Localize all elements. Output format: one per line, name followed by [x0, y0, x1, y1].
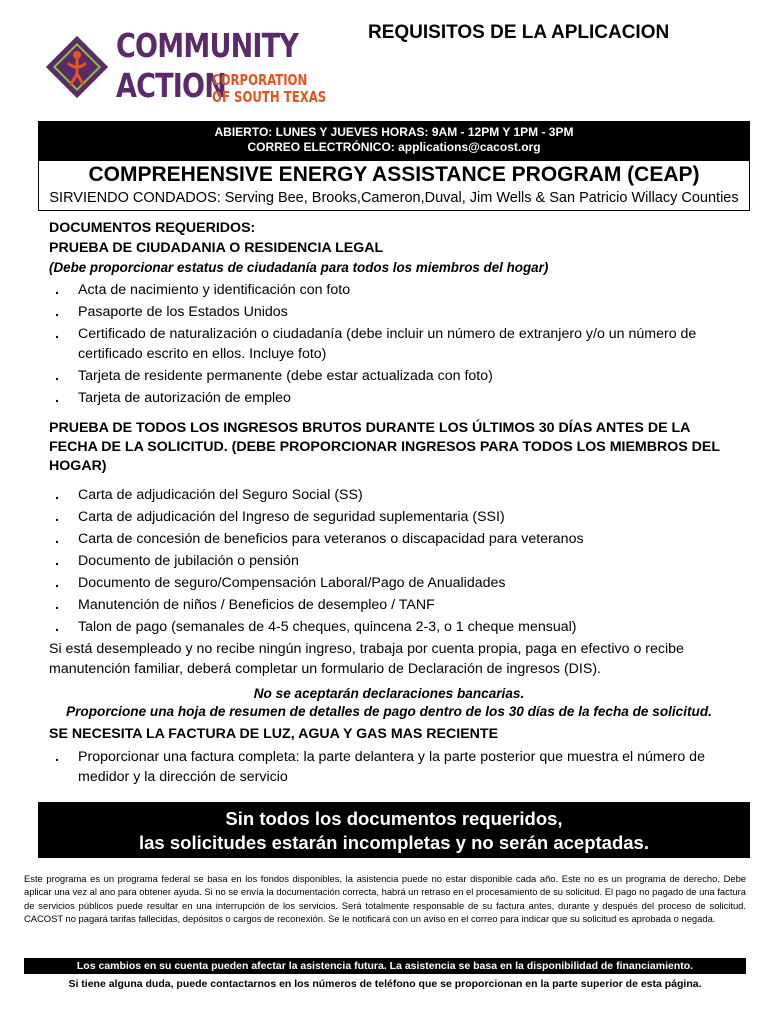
bullet-icon: .	[55, 553, 59, 569]
incomplete-application-warning	[38, 802, 750, 858]
logo-text-south-texas: OF SOUTH TEXAS	[212, 88, 327, 106]
office-hours-banner	[38, 121, 750, 161]
warning-line-1: Sin todos los documentos requeridos,	[225, 808, 563, 829]
list-item-text: Proporcionar una factura completa: la parte delantera y la parte posterior que muestra el número de medidor y la dirección de servicio	[78, 749, 705, 785]
list-item-text: Documento de seguro/Compensación Laboral/Pago de Anualidades	[78, 575, 506, 591]
list-item-text: Carta de concesión de beneficios para veteranos o discapacidad para veteranos	[78, 531, 584, 547]
warning-line-2: las solicitudes estarán incompletas y no serán aceptadas.	[139, 832, 649, 853]
logo-text-community: COMMUNITY	[116, 26, 299, 65]
bullet-icon: .	[55, 487, 59, 503]
section-heading-citizenship: PRUEBA DE CIUDADANIA O RESIDENCIA LEGAL	[49, 240, 384, 256]
citizenship-documents-list	[49, 280, 729, 408]
bullet-icon: .	[55, 575, 59, 591]
counties-served: SIRVIENDO CONDADOS: Serving Bee, Brooks,Cameron,Duval, Jim Wells & San Patricio Willacy Counties	[49, 190, 739, 206]
list-item	[49, 507, 729, 527]
office-hours-text: ABIERTO: LUNES Y JUEVES HORAS: 9AM - 12PM Y 1PM - 3PM	[214, 125, 574, 139]
list-item	[49, 485, 729, 505]
list-item-text: Acta de nacimiento y identificación con foto	[78, 282, 351, 298]
page-title: REQUISITOS DE LA APLICACION	[368, 22, 670, 43]
contact-notice: Si tiene alguna duda, puede contactarnos en los números de teléfono que se proporcionan en la parte superior de esta página.	[68, 978, 702, 990]
logo-text-action: ACTION	[116, 66, 227, 105]
list-item	[49, 366, 729, 386]
bullet-icon: .	[55, 368, 59, 384]
bullet-icon: .	[55, 619, 59, 635]
list-item-text: Carta de adjudicación del Seguro Social (SS)	[78, 487, 363, 503]
list-item	[49, 747, 729, 787]
list-item	[49, 573, 729, 593]
bullet-icon: .	[55, 531, 59, 547]
list-item-text: Carta de adjudicación del Ingreso de seguridad suplementaria (SSI)	[78, 509, 505, 525]
list-item	[49, 324, 729, 364]
program-disclaimer: Este programa es un programa federal se basa en los fondos disponibles, la asistencia puede no estar disponible cada año. Este no es un programa de derecho. Debe aplicar una vez al ano para obtener ayuda. Si no se envía la documentación correcta, habrá un retraso en el procesamiento de su solicitud. El pago no pagado de una factura de servicios públicos puede resultar en una interrupción de los servicios. Será totalmente responsable de su factura antes, durante y después del proceso de solicitud. CACOST no pagará tarifas fallecidas, depósitos o cargos de reconexión. Se le notificará con un aviso en el correo para indicar que su solicitud es aprobada o negada.	[24, 873, 746, 924]
bullet-icon: .	[55, 749, 59, 765]
funding-notice-bar: Los cambios en su cuenta pueden afectar la asistencia futura. La asistencia se basa en la disponibilidad de financiamiento.	[24, 958, 746, 974]
unemployed-paragraph: Si está desempleado y no recibe ningún ingreso, trabaja por cuenta propia, paga en efectivo o recibe manutención familiar, deberá completar un formulario de Declaración de ingresos (DIS).	[49, 641, 684, 677]
section-heading-utility-bill: SE NECESITA LA FACTURA DE LUZ, AGUA Y GAS MAS RECIENTE	[49, 726, 499, 742]
requirements-content	[49, 218, 729, 789]
bullet-icon: .	[55, 390, 59, 406]
list-item-text: Talon de pago (semanales de 4-5 cheques, quincena 2-3, o 1 cheque mensual)	[78, 619, 577, 635]
bullet-icon: .	[55, 509, 59, 525]
payment-summary-note: Proporcione una hoja de resumen de detalles de pago dentro de los 30 días de la fecha de solicitud.	[66, 704, 712, 719]
income-documents-list	[49, 485, 729, 637]
list-item	[49, 551, 729, 571]
list-item-text: Certificado de naturalización o ciudadanía (debe incluir un número de extranjero y/o un número de certificado escrito en ellos. Incluye foto)	[78, 326, 697, 362]
bullet-icon: .	[55, 304, 59, 320]
section-heading-income: PRUEBA DE TODOS LOS INGRESOS BRUTOS DURANTE LOS ÚLTIMOS 30 DÍAS ANTES DE LA FECHA DE LA SOLICITUD. (DEBE PROPORCIONAR INGRESOS PARA TODOS LOS MIEMBROS DEL HOGAR)	[49, 420, 720, 474]
list-item-text: Documento de jubilación o pensión	[78, 553, 299, 569]
section-heading-required-documents: DOCUMENTOS REQUERIDOS:	[49, 220, 256, 236]
list-item-text: Tarjeta de residente permanente (debe estar actualizada con foto)	[78, 368, 493, 384]
organization-logo	[44, 26, 327, 112]
header-divider	[38, 210, 750, 211]
contact-email-text: CORREO ELECTRÓNICO: applications@cacost.org	[247, 140, 541, 154]
community-action-emblem-icon	[44, 34, 110, 100]
bank-statements-note: No se aceptarán declaraciones bancarias.	[253, 686, 525, 701]
list-item	[49, 388, 729, 408]
list-item	[49, 280, 729, 300]
list-item-text: Manutención de niños / Beneficios de desempleo / TANF	[78, 597, 435, 613]
citizenship-note: (Debe proporcionar estatus de ciudadanía para todos los miembros del hogar)	[49, 260, 549, 275]
list-item-text: Pasaporte de los Estados Unidos	[78, 304, 288, 320]
bullet-icon: .	[55, 326, 59, 342]
list-item	[49, 595, 729, 615]
bullet-icon: .	[55, 282, 59, 298]
bullet-icon: .	[55, 597, 59, 613]
list-item-text: Tarjeta de autorización de empleo	[78, 390, 291, 406]
list-item	[49, 302, 729, 322]
list-item	[49, 529, 729, 549]
program-title: COMPREHENSIVE ENERGY ASSISTANCE PROGRAM (CEAP)	[88, 163, 700, 186]
logo-text-corporation: CORPORATION	[212, 71, 308, 89]
utility-bill-list	[49, 747, 729, 787]
list-item	[49, 617, 729, 637]
